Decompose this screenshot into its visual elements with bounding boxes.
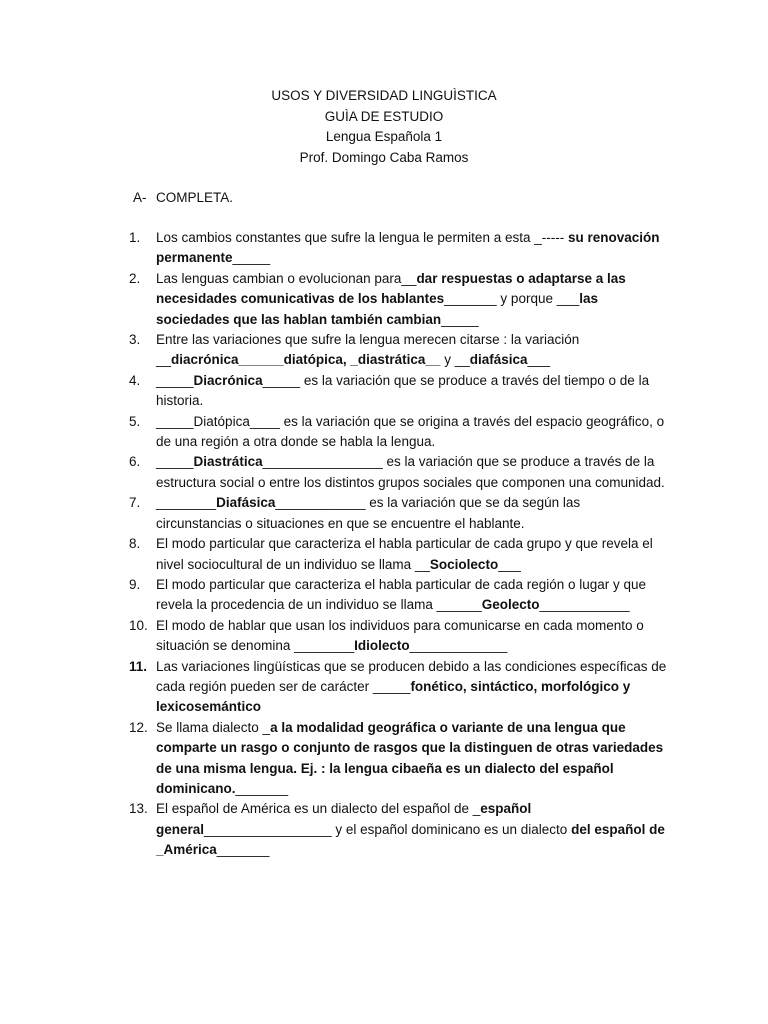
prompt-text: _____ xyxy=(232,250,271,266)
prompt-text: ___ xyxy=(527,352,551,368)
prompt-text: _____ xyxy=(156,454,194,470)
answer-text: diafásica xyxy=(469,352,528,368)
item-number: 6. xyxy=(129,454,141,470)
list-item xyxy=(129,799,669,860)
prompt-text: y __ xyxy=(440,352,470,368)
list-item xyxy=(129,493,669,534)
item-number: 3. xyxy=(129,332,141,348)
item-text xyxy=(156,371,669,412)
prompt-text: _____ xyxy=(156,372,194,388)
item-text xyxy=(156,799,669,860)
prompt-text: ________ xyxy=(156,495,217,511)
item-text xyxy=(156,330,669,371)
list-item xyxy=(129,616,669,657)
item-number: 5. xyxy=(129,413,141,429)
question-list xyxy=(129,228,669,861)
item-number: 8. xyxy=(129,536,141,552)
prompt-text: ____________ es la variación que se da según las circunstancias o situaciones en que se encuentre el hablante. xyxy=(156,495,581,531)
list-item xyxy=(129,371,669,412)
item-text xyxy=(156,616,669,657)
prompt-text: _______ y porque ___ xyxy=(444,291,580,307)
prompt-text: El modo de hablar que usan los individuos para comunicarse en cada momento o situación se denomina ________ xyxy=(156,617,644,654)
list-item xyxy=(129,330,669,371)
list-item xyxy=(129,657,669,718)
section-heading xyxy=(133,188,233,208)
answer-text: Idiolecto xyxy=(354,638,410,654)
item-text xyxy=(156,575,669,616)
section-letter: A- xyxy=(133,190,147,205)
prompt-text: Las variaciones lingüísticas que se producen debido a las condiciones específicas de cada región pueden ser de carácter _____ xyxy=(156,658,667,694)
list-item xyxy=(129,452,669,493)
answer-text: su renovación permanente xyxy=(156,230,660,266)
prompt-text: _______ xyxy=(216,842,270,858)
answer-text: Diastrática xyxy=(193,454,263,470)
item-number: 12. xyxy=(129,719,148,735)
prompt-text: _____ es la variación que se produce a través del tiempo o de la historia. xyxy=(156,372,650,409)
answer-text: Diacrónica xyxy=(193,372,263,388)
list-item xyxy=(129,412,669,453)
answer-text: dar respuestas o adaptarse a las necesidades comunicativas de los hablantes xyxy=(156,270,626,307)
answer-text: las sociedades que las hablan también cambian xyxy=(156,291,599,327)
prompt-text: _________________ y el español dominicano es un dialecto xyxy=(204,821,572,837)
answer-text: Sociolecto xyxy=(429,556,499,572)
item-number: 4. xyxy=(129,372,141,388)
prompt-text: Se llama dialecto _ xyxy=(156,719,271,735)
prompt-text: El modo particular que caracteriza el habla particular de cada región o lugar y que revela la procedencia de un individuo se llama ______ xyxy=(156,576,647,613)
answer-text: Diafásica xyxy=(216,495,276,511)
document-header xyxy=(0,86,768,168)
item-number: 1. xyxy=(129,230,141,245)
prompt-text: El modo particular que caracteriza el habla particular de cada grupo y que revela el nivel sociocultural de un individuo se llama __ xyxy=(156,536,653,572)
list-item xyxy=(129,575,669,616)
item-number: 11. xyxy=(129,658,148,674)
list-item xyxy=(129,718,669,800)
answer-text: fonético, sintáctico, morfológico y lexicosemántico xyxy=(156,678,631,715)
item-number: 7. xyxy=(129,495,141,511)
prompt-text: ____________ xyxy=(539,597,630,613)
course-name: Lengua Española 1 xyxy=(325,129,443,145)
document-title: USOS Y DIVERSIDAD LINGUÌSTICA xyxy=(271,88,497,103)
item-number: 2. xyxy=(129,270,141,286)
item-number: 10. xyxy=(129,617,148,633)
document-subtitle: GUÌA DE ESTUDIO xyxy=(324,108,444,124)
item-text xyxy=(156,269,669,330)
prompt-text: _____ xyxy=(441,311,479,327)
prompt-text: ___ xyxy=(498,556,521,572)
answer-text: diacrónica______diatópica, _diastrática__ xyxy=(171,352,441,368)
item-text xyxy=(156,534,669,575)
prompt-text: Los cambios constantes que sufre la lengua le permiten a esta _----- xyxy=(156,230,568,245)
item-text xyxy=(156,657,669,718)
list-item xyxy=(129,228,669,269)
item-text xyxy=(156,452,669,493)
item-number: 9. xyxy=(129,576,141,592)
section-title: COMPLETA. xyxy=(156,190,234,205)
item-text xyxy=(156,718,669,800)
answer-text: Geolecto xyxy=(481,597,540,613)
item-number: 13. xyxy=(129,801,148,817)
item-text xyxy=(156,412,669,453)
answer-text: español general xyxy=(156,801,532,837)
answer-text: a la modalidad geográfica o variante de una lengua que comparte un rasgo o conjunto de rasgos que la distinguen de otras variedades de una misma lengua. Ej. : la lengua cibaeña es un dialecto del español dominicano. xyxy=(156,719,664,796)
prompt-text: Las lenguas cambian o evolucionan para__ xyxy=(156,270,417,286)
item-text xyxy=(156,493,669,534)
item-text xyxy=(156,228,669,269)
prompt-text: ________________ es la variación que se produce a través de la estructura social o entre los distintos grupos sociales que componen una comunidad. xyxy=(156,454,665,490)
prompt-text: _____Diatópica____ es la variación que se origina a través del espacio geográfico, o de una región a otra donde se habla la lengua. xyxy=(156,413,665,450)
list-item xyxy=(129,534,669,575)
prompt-text: _____________ xyxy=(409,638,508,654)
prompt-text: _______ xyxy=(235,780,289,796)
prompt-text: Entre las variaciones que sufre la lengua merecen citarse : la variación __ xyxy=(156,332,580,368)
professor-name: Prof. Domingo Caba Ramos xyxy=(299,149,469,165)
answer-text: del español de _América xyxy=(156,821,665,858)
list-item xyxy=(129,269,669,330)
prompt-text: El español de América es un dialecto del español de _ xyxy=(156,801,481,817)
